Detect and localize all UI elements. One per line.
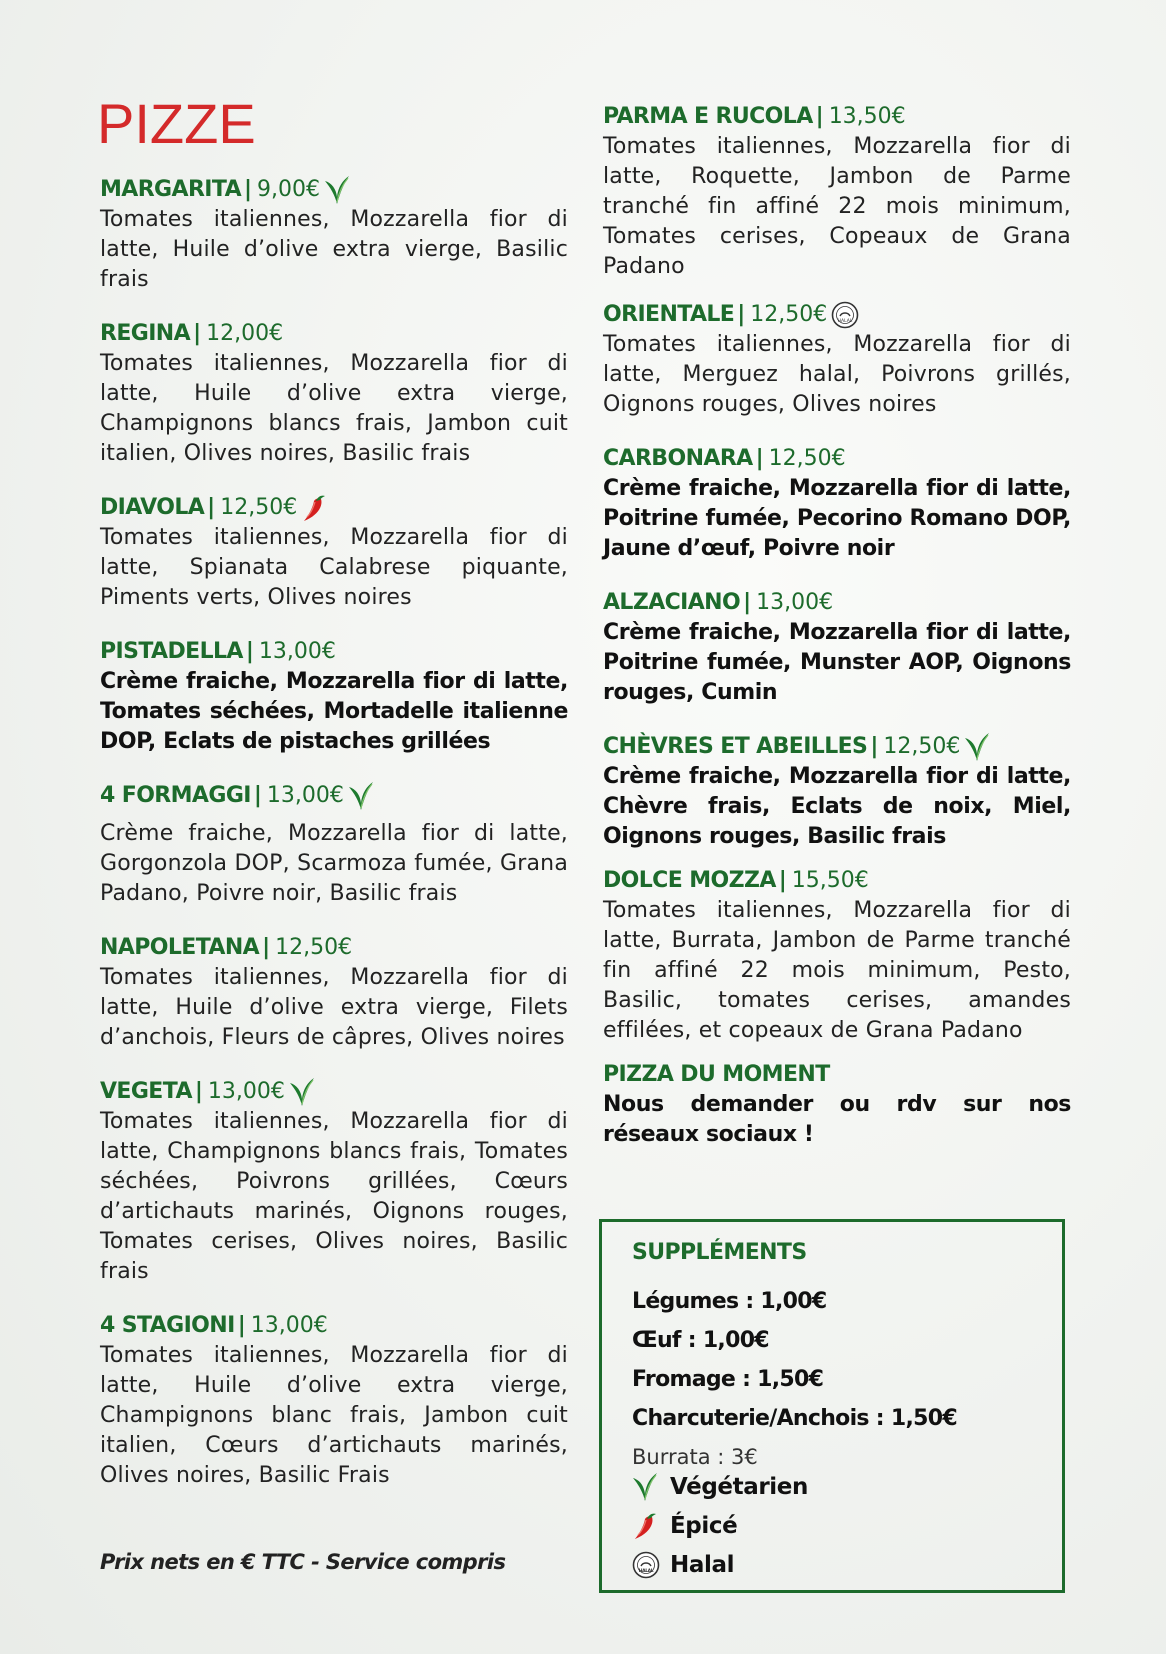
spicy-icon [632,1511,660,1541]
vegetarian-icon [289,1077,315,1107]
menu-item-header [603,300,1071,330]
halal-icon [831,301,859,329]
pizza-name: DOLCE MOZZA [603,868,776,893]
menu-item [100,637,568,757]
price-separator: | [743,590,752,615]
pizza-name: ORIENTALE [603,302,735,327]
price-separator: | [245,639,254,664]
menu-column-left [100,175,568,1491]
pizza-description: Nous demander ou rdv sur nos réseaux sociaux ! [603,1092,1071,1147]
pizza-description: Tomates italiennes, Mozzarella fior di latte, Champignons blancs frais, Tomates séchées, Poivrons grillées, Cœurs d’artichauts marinés, Oignons rouges, Tomates cerises, Olives noires, Basilic frais [100,1109,568,1284]
price-separator: | [262,935,271,960]
svg-text:HALAL: HALAL [837,319,853,324]
price-separator: | [244,177,253,202]
menu-item-header [100,319,568,349]
page-title: PIZZE [97,92,256,155]
pizza-price: 13,00€ [756,590,834,615]
legend-label: Halal [670,1551,735,1578]
pizza-description: Tomates italiennes, Mozzarella fior di latte, Huile d’olive extra vierge, Filets d’anchois, Fleurs de câpres, Olives noires [100,965,568,1050]
pizza-name: CHÈVRES ET ABEILLES [603,734,868,759]
pizza-price: 15,50€ [791,868,869,893]
price-separator: | [207,495,216,520]
footer-note: Prix nets en € TTC - Service compris [100,1550,506,1574]
menu-item-header [100,1311,568,1341]
supplements-box [599,1219,1065,1593]
pizza-name: DIAVOLA [100,495,205,520]
menu-item-header [603,588,1071,618]
price-separator: | [237,1313,246,1338]
price-separator: | [737,302,746,327]
price-separator: | [870,734,879,759]
pizza-price: 12,50€ [883,734,961,759]
icon-legend [632,1467,808,1584]
legend-label: Végétarien [670,1473,808,1500]
menu-item-header [100,175,568,205]
pizza-name: REGINA [100,321,191,346]
pizza-name: PARMA E RUCOLA [603,104,813,129]
legend-row [632,1467,808,1506]
legend-row [632,1545,808,1584]
menu-item [100,933,568,1053]
pizza-description: Tomates italiennes, Mozzarella fior di latte, Merguez halal, Poivrons grillés, Oignons rouges, Olives noires [603,332,1071,417]
pizza-name: PIZZA DU MOMENT [603,1062,830,1087]
pizza-price: 9,00€ [257,177,321,202]
pizza-price: 13,00€ [207,1079,285,1104]
pizza-name: CARBONARA [603,446,753,471]
menu-item [100,781,568,909]
supplement-item: Légumes : 1,00€ [632,1289,827,1314]
pizza-price: 13,00€ [258,639,336,664]
pizza-price: 12,50€ [220,495,298,520]
pizza-name: ALZACIANO [603,590,741,615]
menu-item-header [603,444,1071,474]
pizza-price: 13,50€ [828,104,906,129]
vegetarian-icon [964,732,990,762]
pizza-name: 4 STAGIONI [100,1313,235,1338]
price-separator: | [193,321,202,346]
menu-item [603,444,1071,564]
menu-item [100,1077,568,1287]
vegetarian-icon [324,175,350,205]
spicy-icon [301,493,327,523]
pizza-price: 12,00€ [206,321,284,346]
price-separator: | [253,783,262,808]
pizza-description: Tomates italiennes, Mozzarella fior di latte, Huile d’olive extra vierge, Champignons blanc frais, Jambon cuit italien, Cœurs d’artichauts marinés, Olives noires, Basilic Frais [100,1343,568,1488]
pizza-description: Crème fraiche, Mozzarella fior di latte, Chèvre frais, Eclats de noix, Miel, Oignons rouges, Basilic frais [603,764,1071,849]
pizza-description: Tomates italiennes, Mozzarella fior di latte, Burrata, Jambon de Parme tranché fin affiné 22 mois minimum, Pesto, Basilic, tomates cerises, amandes effilées, et copeaux de Grana Padano [603,898,1071,1043]
supplement-item: Fromage : 1,50€ [632,1367,824,1392]
menu-item [603,102,1071,282]
pizza-description: Crème fraiche, Mozzarella fior di latte, Poitrine fumée, Pecorino Romano DOP, Jaune d’œuf, Poivre noir [603,476,1071,561]
pizza-price: 12,50€ [768,446,846,471]
pizza-name: NAPOLETANA [100,935,260,960]
pizza-description: Tomates italiennes, Mozzarella fior di latte, Huile d’olive extra vierge, Basilic frais [100,207,568,292]
pizza-price: 12,50€ [275,935,353,960]
menu-item [603,1060,1071,1150]
price-separator: | [815,104,824,129]
vegetarian-icon [348,781,374,811]
menu-item-header [100,1077,568,1107]
menu-item-header [100,493,568,523]
legend-label: Épicé [670,1512,738,1539]
pizza-description: Crème fraiche, Mozzarella fior di latte, Tomates séchées, Mortadelle italienne DOP, Eclats de pistaches grillées [100,669,568,754]
menu-item-header [100,933,568,963]
menu-item [603,866,1071,1046]
menu-item [100,319,568,469]
supplements-list [632,1282,957,1477]
price-separator: | [194,1079,203,1104]
menu-item [100,175,568,295]
pizza-description: Crème fraiche, Mozzarella fior di latte, Gorgonzola DOP, Scarmoza fumée, Grana Padano, Poivre noir, Basilic frais [100,821,568,906]
pizza-name: 4 FORMAGGI [100,783,251,808]
supplement-item: Charcuterie/Anchois : 1,50€ [632,1406,957,1431]
price-separator: | [755,446,764,471]
menu-item-header [603,102,1071,132]
menu-item [603,588,1071,708]
pizza-price: 13,00€ [250,1313,328,1338]
menu-item-header [603,732,1071,762]
price-separator: | [778,868,787,893]
pizza-price: 12,50€ [750,302,828,327]
pizza-name: PISTADELLA [100,639,243,664]
pizza-description: Tomates italiennes, Mozzarella fior di latte, Huile d’olive extra vierge, Champignons blancs frais, Jambon cuit italien, Olives noires, Basilic frais [100,351,568,466]
legend-row [632,1506,808,1545]
menu-item-header [603,866,1071,896]
menu-item-header [100,637,568,667]
pizza-price: 13,00€ [266,783,344,808]
pizza-description: Tomates italiennes, Mozzarella fior di latte, Roquette, Jambon de Parme tranché fin affiné 22 mois minimum, Tomates cerises, Copeaux de Grana Padano [603,134,1071,279]
vegetarian-icon [632,1472,660,1502]
pizza-name: MARGARITA [100,177,241,202]
supplements-title: SUPPLÉMENTS [632,1240,807,1265]
halal-icon [632,1551,660,1579]
supplement-item: Burrata : 3€ [632,1445,758,1469]
menu-item [603,732,1071,852]
menu-item [100,493,568,613]
menu-item-header [100,781,568,811]
pizza-description: Crème fraiche, Mozzarella fior di latte, Poitrine fumée, Munster AOP, Oignons rouges, Cumin [603,620,1071,705]
pizza-description: Tomates italiennes, Mozzarella fior di latte, Spianata Calabrese piquante, Piments verts, Olives noires [100,525,568,610]
pizza-name: VEGETA [100,1079,192,1104]
menu-item [100,1311,568,1491]
menu-column-right [603,102,1071,1150]
supplement-item: Œuf : 1,00€ [632,1328,769,1353]
svg-text:HALAL: HALAL [638,1568,654,1574]
menu-item [603,300,1071,420]
menu-item-header [603,1060,1071,1090]
